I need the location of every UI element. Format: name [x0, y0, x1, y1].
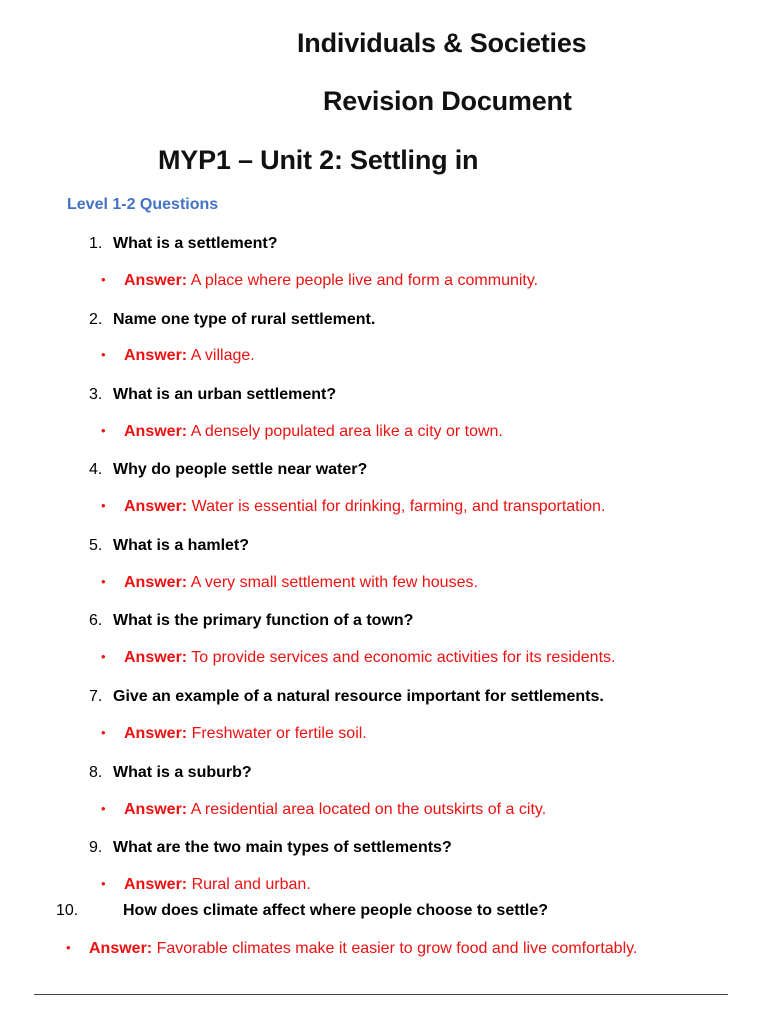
question-9	[89, 839, 452, 857]
bullet-icon: •	[101, 423, 106, 438]
answer-3	[101, 423, 503, 441]
answer-label: Answer:	[124, 347, 188, 364]
bullet-icon: •	[101, 649, 106, 664]
answer-label: Answer:	[124, 801, 188, 818]
question-number: 8.	[89, 764, 103, 781]
answer-text: Water is essential for drinking, farming, and transportation.	[191, 498, 606, 515]
level-heading: Level 1-2 Questions	[67, 196, 219, 213]
answer-label: Answer:	[124, 725, 188, 742]
question-1	[89, 235, 277, 253]
question-number: 10.	[56, 902, 79, 919]
answer-7	[101, 725, 367, 743]
question-text: Why do people settle near water?	[113, 461, 368, 478]
question-7	[89, 688, 604, 706]
question-6	[89, 612, 413, 630]
answer-text: Freshwater or fertile soil.	[191, 725, 367, 742]
question-text: What is a settlement?	[113, 235, 278, 252]
question-8	[89, 764, 252, 782]
footer-divider	[34, 994, 728, 995]
document-title-line2: Revision Document	[323, 86, 572, 116]
bullet-icon: •	[101, 347, 106, 362]
answer-8	[101, 801, 546, 819]
question-4	[89, 461, 367, 479]
answer-6	[101, 649, 615, 667]
question-10	[56, 902, 548, 920]
question-2	[89, 311, 375, 329]
question-number: 9.	[89, 839, 103, 856]
bullet-icon: •	[101, 725, 106, 740]
bullet-icon: •	[101, 574, 106, 589]
answer-text: A densely populated area like a city or town.	[190, 423, 503, 440]
answer-label: Answer:	[124, 574, 188, 591]
question-number: 4.	[89, 461, 103, 478]
answer-label: Answer:	[89, 940, 153, 957]
answer-4	[101, 498, 605, 516]
answer-label: Answer:	[124, 498, 188, 515]
answer-label: Answer:	[124, 876, 188, 893]
answer-9	[101, 876, 311, 894]
question-number: 2.	[89, 311, 103, 328]
question-text: Name one type of rural settlement.	[113, 311, 376, 328]
question-text: How does climate affect where people choose to settle?	[123, 902, 548, 919]
answer-text: Favorable climates make it easier to grow food and live comfortably.	[156, 940, 638, 957]
question-text: What is a hamlet?	[113, 537, 250, 554]
question-number: 7.	[89, 688, 103, 705]
bullet-icon: •	[101, 801, 106, 816]
document-title-line1: Individuals & Societies	[297, 28, 587, 58]
answer-label: Answer:	[124, 423, 188, 440]
question-text: What is the primary function of a town?	[113, 612, 414, 629]
answer-5	[101, 574, 478, 592]
question-3	[89, 386, 336, 404]
answer-1	[101, 272, 538, 290]
question-text: What are the two main types of settlements?	[113, 839, 452, 856]
answer-label: Answer:	[124, 272, 188, 289]
answer-2	[101, 347, 255, 365]
question-text: What is an urban settlement?	[113, 386, 337, 403]
bullet-icon: •	[101, 498, 106, 513]
bullet-icon: •	[101, 272, 106, 287]
question-number: 3.	[89, 386, 103, 403]
question-number: 6.	[89, 612, 103, 629]
answer-text: A village.	[190, 347, 255, 364]
answer-label: Answer:	[124, 649, 188, 666]
question-5	[89, 537, 249, 555]
unit-title: MYP1 – Unit 2: Settling in	[158, 145, 479, 175]
answer-text: Rural and urban.	[191, 876, 311, 893]
answer-text: A very small settlement with few houses.	[190, 574, 478, 591]
question-text: What is a suburb?	[113, 764, 252, 781]
answer-10	[66, 940, 637, 958]
question-number: 5.	[89, 537, 103, 554]
bullet-icon: •	[101, 876, 106, 891]
answer-text: A residential area located on the outskirts of a city.	[190, 801, 547, 818]
question-text: Give an example of a natural resource important for settlements.	[113, 688, 604, 705]
bullet-icon: •	[66, 940, 71, 955]
question-number: 1.	[89, 235, 103, 252]
answer-text: A place where people live and form a community.	[190, 272, 539, 289]
answer-text: To provide services and economic activities for its residents.	[191, 649, 616, 666]
